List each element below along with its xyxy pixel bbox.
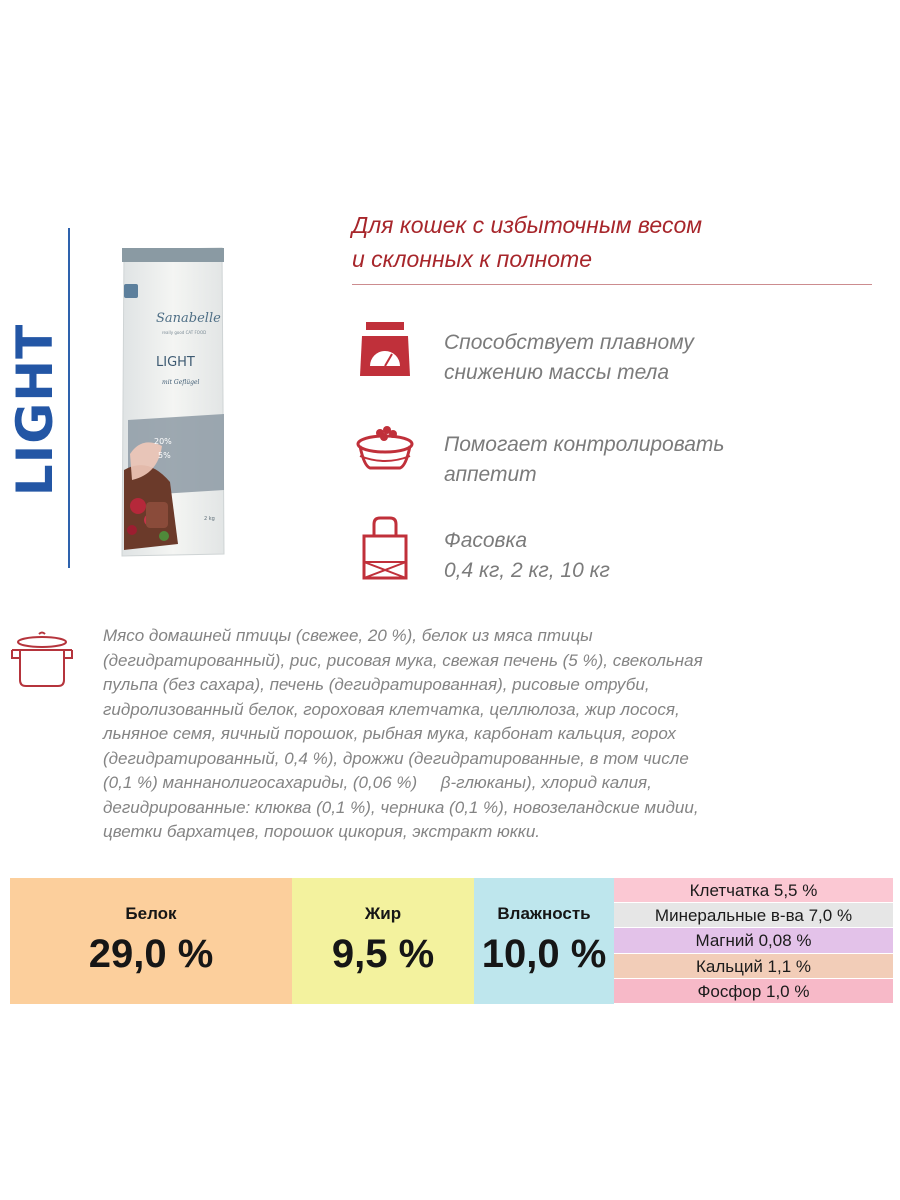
mineral-row: Минеральные в-ва 7,0 % <box>614 903 893 928</box>
package-bag-icon <box>354 516 416 578</box>
mineral-row: Магний 0,08 % <box>614 928 893 953</box>
ingredients-line: (дегидратированный), рис, рисовая мука, свежая печень (5 %), свекольная <box>103 650 703 670</box>
minerals-list <box>614 878 893 1004</box>
mineral-row: Клетчатка 5,5 % <box>614 878 893 903</box>
stat-value: 29,0 % <box>88 932 214 976</box>
feature-text: снижению массы тела <box>444 361 670 384</box>
stat-fat <box>292 878 474 1004</box>
ingredients-text <box>103 624 863 845</box>
ingredients-line: (0,1 %) маннанолигосахариды, (0,06 %) β-глюканы), хлорид калия, <box>103 773 652 792</box>
product-brand: Sanabelle <box>156 311 221 326</box>
ingredients-line: гидролизованный белок, гороховая клетчатка, целлюлоза, жир лосося, <box>103 699 680 719</box>
ingredients-line: цветки бархатцев, порошок цикория, экстракт юкки. <box>103 822 540 841</box>
feature-text: Помогает контролировать <box>444 433 725 456</box>
nutrition-stats <box>10 878 893 1004</box>
product-image <box>118 244 228 562</box>
feature-text: аппетит <box>444 463 537 486</box>
ingredients-line: Мясо домашней птицы (свежее, 20 %), белок из мяса птицы <box>103 626 593 645</box>
feature-text: Способствует плавному <box>444 331 694 354</box>
mineral-row: Кальций 1,1 % <box>614 954 893 979</box>
mineral-row: Фосфор 1,0 % <box>614 979 893 1004</box>
feature-packaging <box>354 516 874 586</box>
side-title-text: LIGHT <box>6 323 64 497</box>
stat-value: 9,5 % <box>331 932 435 976</box>
product-tagline: really good CAT FOOD <box>162 330 207 335</box>
stat-moisture <box>474 878 614 1004</box>
product-name: LIGHT <box>156 355 195 370</box>
stat-label: Жир <box>364 904 402 923</box>
feature-text: Фасовка <box>444 529 528 552</box>
ingredients-line: льняное семя, яичный порошок, рыбная мука, карбонат кальция, горох <box>103 724 676 743</box>
feature-text: 0,4 кг, 2 кг, 10 кг <box>444 559 610 582</box>
stat-label: Белок <box>125 904 177 923</box>
product-bag <box>118 244 228 562</box>
cooking-pot-icon <box>10 630 74 690</box>
ingredients-line: дегидрированные: клюква (0,1 %), черника (0,1 %), новозеландские мидии, <box>103 797 699 817</box>
feature-weight-loss <box>354 318 874 388</box>
headline-line: и склонных к полноте <box>352 246 592 272</box>
ingredients-line: (дегидратированный, 0,4 %), дрожжи (дегидратированные, в том числе <box>103 748 689 768</box>
food-bowl-icon <box>354 420 416 482</box>
product-pct2: 5% <box>158 451 171 460</box>
headline-divider <box>352 284 872 285</box>
ingredients-line: пульпа (без сахара), печень (дегидратированная), рисовые отруби, <box>103 675 650 694</box>
stat-label: Влажность <box>497 904 591 923</box>
stat-protein <box>10 878 292 1004</box>
side-divider <box>68 228 70 568</box>
headline-line: Для кошек с избыточным весом <box>352 212 702 238</box>
feature-appetite <box>354 420 874 490</box>
product-variant: mit Geflügel <box>162 379 200 386</box>
product-pct1: 20% <box>154 437 172 446</box>
stat-value: 10,0 % <box>481 932 607 976</box>
headline <box>352 208 872 276</box>
product-weight: 2 kg <box>204 516 215 522</box>
scale-icon <box>354 318 416 380</box>
side-title <box>6 323 64 497</box>
